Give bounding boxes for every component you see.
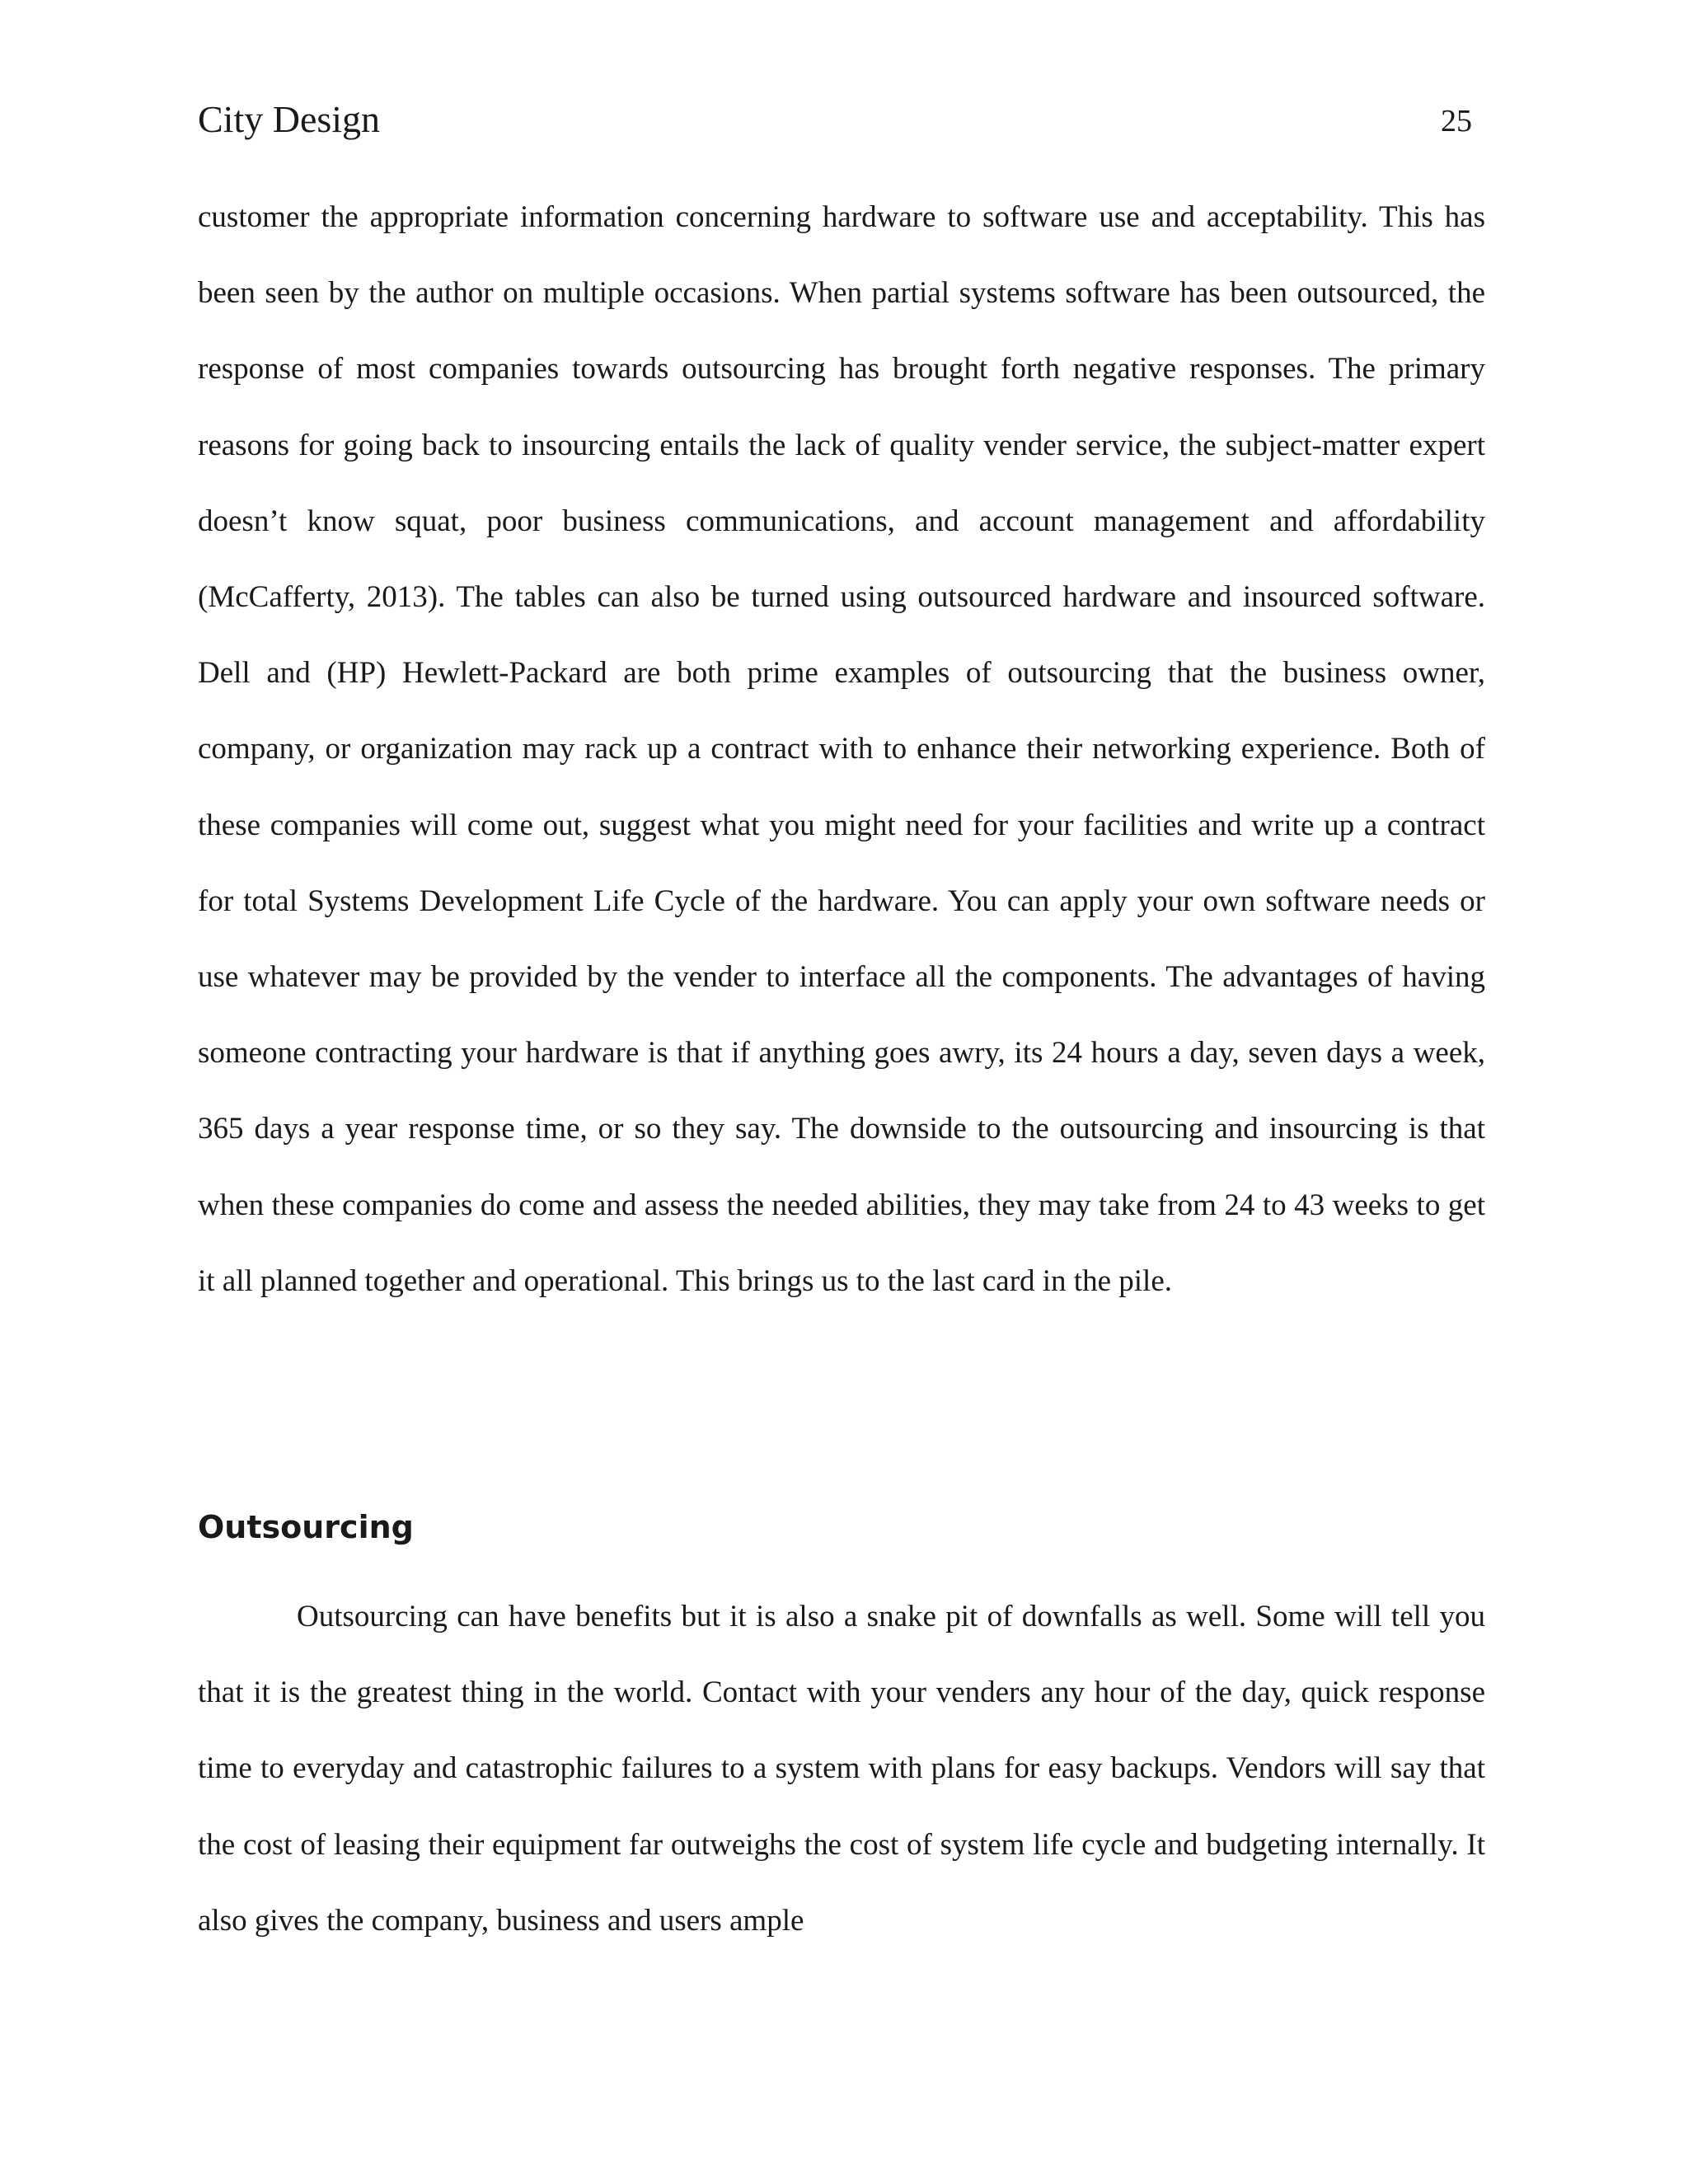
body-paragraph: Outsourcing can have benefits but it is also a snake pit of downfalls as well. Some will tell you that it is the greatest thing in the world. Contact with your venders any hour of the day, quick response time to everyday and catastrophic failures to a system with plans for easy backups. Vendors will say that the cost of leasing their equipment far outweighs the cost of system life cycle and budgeting internally. It also gives the company, business and users ample bbox=[198, 1600, 1485, 1938]
body-paragraph: customer the appropriate information concerning hardware to software use and acceptability. This has been seen by the author on multiple occasions. When partial systems software has been outsourced, the response of most companies towards outsourcing has brought forth negative responses. The primary reasons for going back to insourcing entails the lack of quality vender service, the subject-matter expert doesn’t know squat, poor business communications, and account management and affordability (McCafferty, 2013). The tables can also be turned using outsourced hardware and insourced software. Dell and (HP) Hewlett-Packard are both prime examples of outsourcing that the business owner, company, or organization may rack up a contract with to enhance their networking experience. Both of these companies will come out, suggest what you might need for your facilities and write up a contract for total Systems Development Life Cycle of the hardware. You can apply your own software needs or use whatever may be provided by the vender to interface all the components. The advantages of having someone contracting your hardware is that if anything goes awry, its 24 hours a day, seven days a week, 365 days a year response time, or so they say. The downside to the outsourcing and insourcing is that when these companies do come and assess the needed abilities, they may take from 24 to 43 weeks to get it all planned together and operational. This brings us to the last card in the pile. bbox=[198, 200, 1485, 1298]
page-number: 25 bbox=[1441, 104, 1472, 138]
section-heading: Outsourcing bbox=[198, 1509, 414, 1545]
running-head: City Design bbox=[198, 98, 381, 140]
